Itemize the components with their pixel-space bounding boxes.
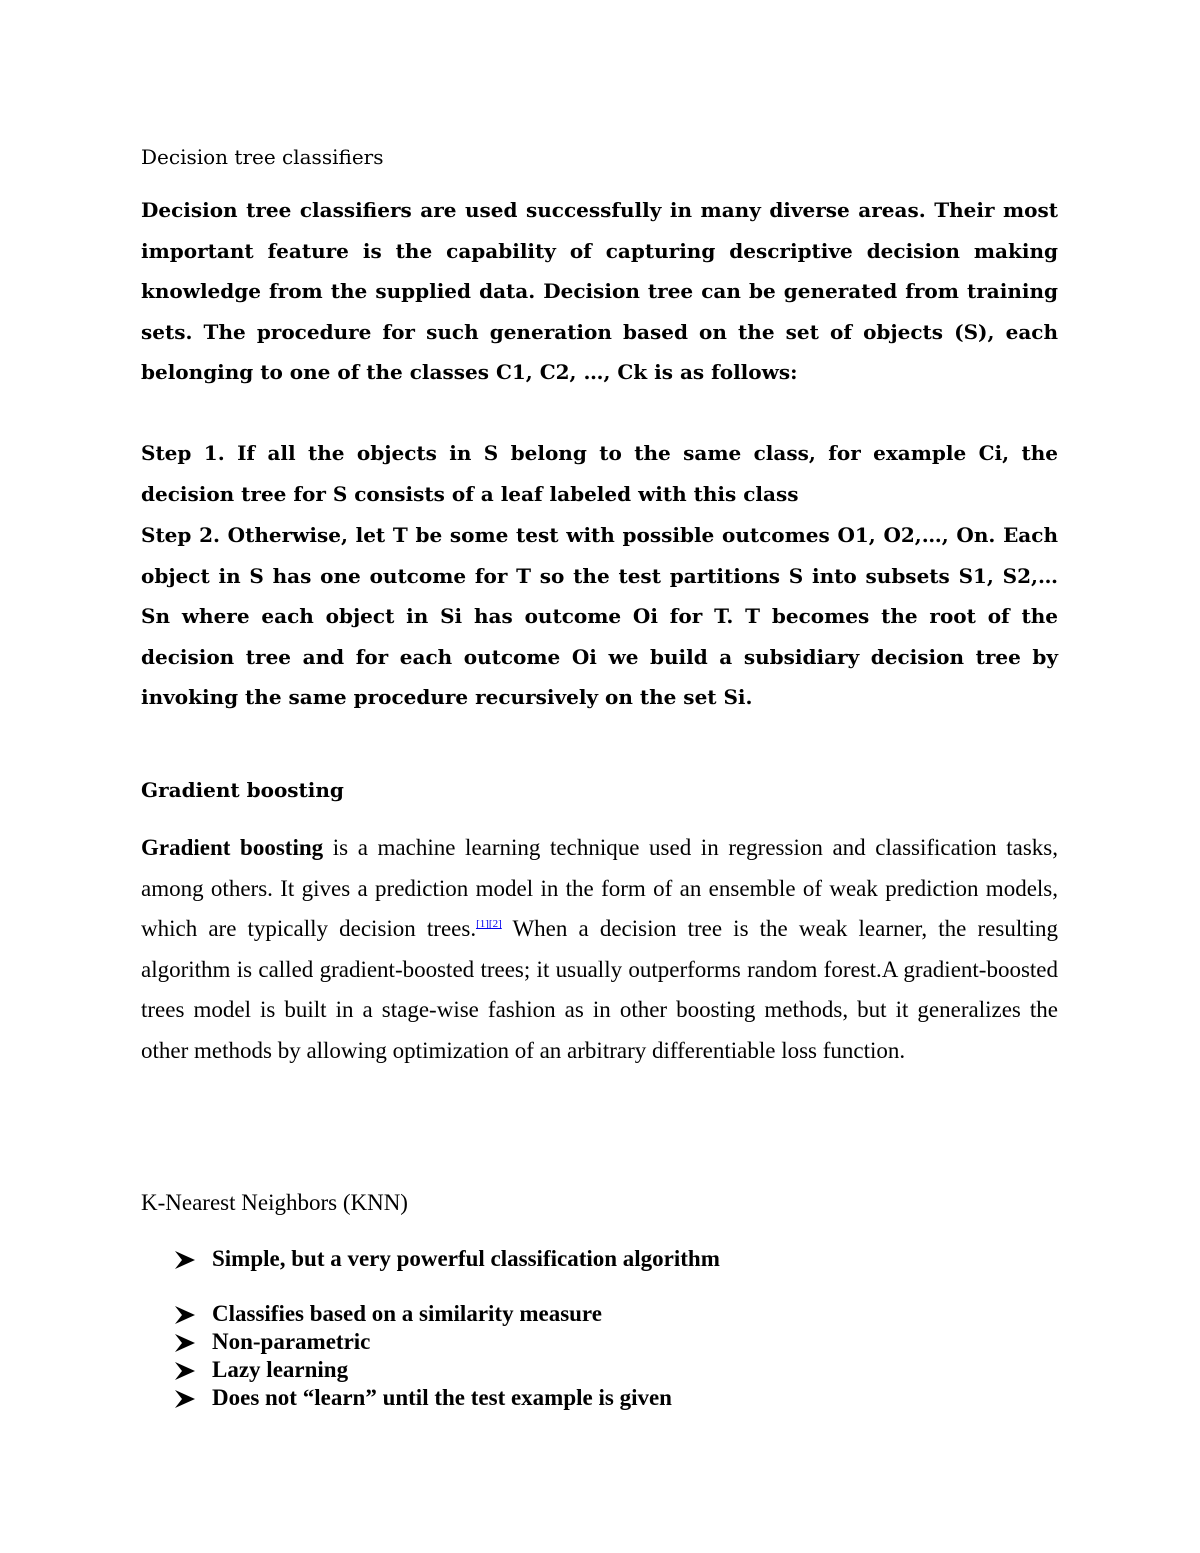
- document-page: [141, 0, 1058, 1553]
- list-item: [175, 1356, 1055, 1384]
- decision-tree-step-2: Step 2. Otherwise, let T be some test with possible outcomes O1, O2,…, On. Each object in S has one outcome for T so the test partitions S into subsets S1, S2,… Sn where each object in Si has outcome Oi for T. T becomes the root of the decision tree and for each outcome Oi we build a subsidiary decision tree by invoking the same procedure recursively on the set Si.: [141, 523, 1058, 709]
- knn-bullet-list: [175, 1245, 1055, 1412]
- gradient-boosting-text-part-2: When a decision tree is the weak learner, the resulting algorithm is called gradient-boosted trees; it usually outperforms random forest.A gradient-boosted trees model is built in a stage-wise fashion as in other boosting methods, but it generalizes the other methods by allowing optimization of an arbitrary differentiable loss function.: [141, 916, 1059, 1063]
- citation-link[interactable]: [1][2]: [476, 918, 502, 930]
- decision-tree-step-1: Step 1. If all the objects in S belong to the same class, for example Ci, the decision tree for S consists of a leaf labeled with this class: [141, 441, 1058, 506]
- knn-bullet-text: Non-parametric: [212, 1329, 371, 1354]
- decision-tree-heading: Decision tree classifiers: [141, 145, 384, 169]
- list-item: [175, 1384, 1055, 1412]
- list-item: [175, 1328, 1055, 1356]
- list-item: [175, 1300, 1055, 1328]
- list-item: [175, 1245, 1055, 1273]
- gradient-boosting-paragraph: [141, 828, 1058, 1071]
- knn-heading: K-Nearest Neighbors (KNN): [141, 1190, 408, 1215]
- gradient-boosting-lead-term: Gradient boosting: [141, 835, 324, 860]
- knn-bullet-text: Does not “learn” until the test example is given: [212, 1385, 672, 1410]
- knn-bullet-text: Classifies based on a similarity measure: [212, 1301, 602, 1326]
- decision-tree-paragraph: Decision tree classifiers are used successfully in many diverse areas. Their most important feature is the capability of capturing descriptive decision making knowledge from the supplied data. Decision tree can be generated from training sets. The procedure for such generation based on the set of objects (S), each belonging to one of the classes C1, C2, …, Ck is as follows:: [141, 198, 1058, 384]
- gradient-boosting-heading: Gradient boosting: [141, 778, 344, 802]
- gradient-boosting-text-part-1: is a machine learning technique used in regression and classification tasks, among others. It gives a prediction model in the form of an ensemble of weak prediction models, which are typically decision trees.: [141, 835, 1058, 941]
- knn-bullet-text: Simple, but a very powerful classification algorithm: [212, 1246, 720, 1271]
- knn-bullet-text: Lazy learning: [212, 1357, 349, 1382]
